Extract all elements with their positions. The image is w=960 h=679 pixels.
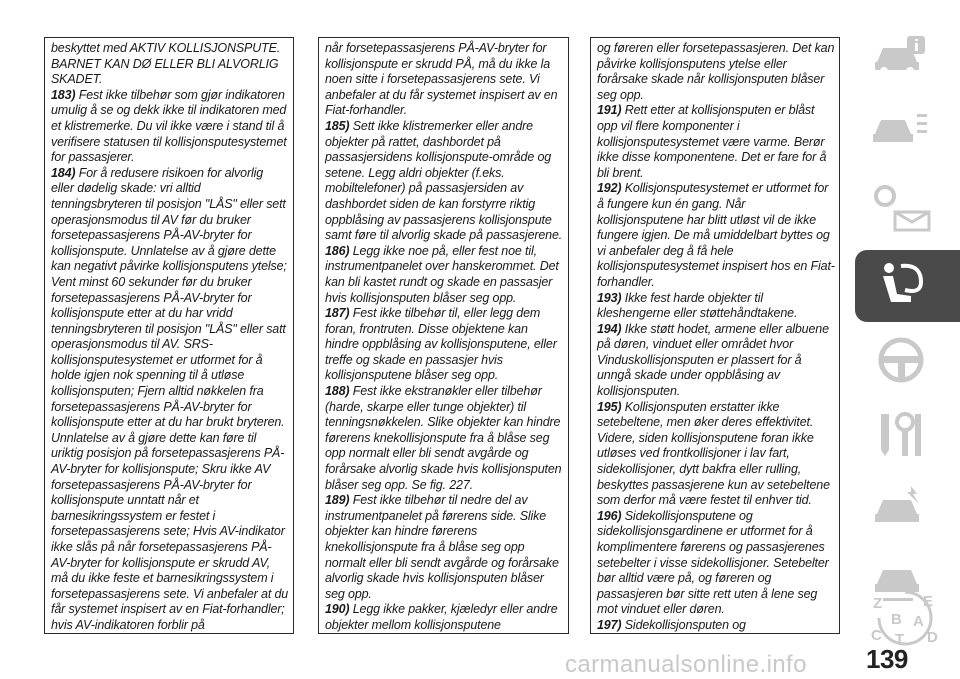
warning-text: For å redusere risikoen for alvorlig eller dødelig skade: vri alltid tenningsbryteren til posisjon "LÅS" eller sett operasjonsmodus til AV før du bruker forsetepassasjerens PÅ-AV-bryter for kollisjonspute. Unnlatelse av å gjøre dette kan negativt påvirke kollisjonsputens ytelse; Vent minst 60 sekunder før du bruker forsetepassasjerens PÅ-AV-bryter for kollisjonspute etter at du har vridd tenningsbryteren til posisjon "LÅS" eller satt operasjonsmodus til AV. SRS-kollisjonsputesystemet er utformet for å holde igjen nok spenning til å utløse kollisjonsputen; Fjern alltid nøkkelen fra forsetepassasjerens PÅ-AV-bryter for kollisjonspute etter at du har brukt bryteren. Unnlatelse av å gjøre dette kan føre til uriktig posisjon på forsetepassasjerens PÅ-AV-bryter for kollisjonspute; Skru ikke AV forsetepassasjerens PÅ-AV-bryter for kollisjonspute unntatt når et barnesikringssystem er festet i forsetepassasjerens sete; Hvis AV-indikator ikke slås på når forsetepassasjerens PÅ-AV-bryter for kollisjonspute er skrudd AV, må du ikke feste et barnesikringssystem i forsetepassasjerens sete. Vi anbefaler at du får systemet inspisert av en Fiat-forhandler; hvis AV-indikatoren forblir på — [51, 165, 289, 632]
page-number: 139 — [866, 644, 908, 674]
warning-text: Fest ikke ekstranøkler eller tilbehør (harde, skarpe eller tunge objekter) til tenningsnøkkelen. Slike objekter kan hindre førerens knekollisjonspute fra å blåse seg opp normalt eller bli sendt avgårde og forårsake alvorlig skade hvis kollisjonsputen blåser seg opp. Se fig. 227. — [325, 384, 562, 492]
warning-paragraph — [597, 291, 835, 322]
warning-text: Legg ikke noe på, eller fest noe til, instrumentpanelet over hanskerommet. Det kan bli kastet rundt og skade en passasjer hvis kollisjonsputen blåser seg opp. — [325, 243, 559, 305]
warning-paragraph — [597, 618, 835, 634]
warning-number: 193) — [597, 290, 622, 305]
warning-paragraph — [597, 41, 835, 103]
tools-icon[interactable] — [855, 400, 960, 472]
warning-text: Fest ikke tilbehør til nedre del av instrumentpanelet på førerens side. Slike objekter kan hindre førerens knekollisjonspute fra å blåse seg opp normalt eller bli sendt avgårde og forårsake alvorlig skade hvis kollisjonsputen blåser seg opp. — [325, 493, 559, 601]
warning-number: 187) — [325, 306, 350, 321]
warning-text: Ikke støtt hodet, armene eller albuene på døren, vinduet eller området hvor Vinduskollisjonsputen er plassert for å unngå skade under oppblåsing av kollisjonsputen. — [597, 321, 829, 399]
text-column-3 — [590, 37, 840, 634]
airbag-seat-icon[interactable] — [855, 250, 960, 322]
warning-paragraph — [325, 602, 564, 633]
warning-paragraph — [325, 41, 564, 119]
warning-number: 189) — [325, 493, 350, 508]
warning-number: 197) — [597, 617, 622, 632]
warning-paragraph — [51, 41, 289, 88]
warning-number: 185) — [325, 118, 350, 133]
warning-paragraph — [325, 244, 564, 306]
warning-text: Legg ikke pakker, kjæledyr eller andre objekter mellom kollisjonsputene — [325, 602, 558, 632]
warning-number: 190) — [325, 602, 350, 617]
text-column-1 — [44, 37, 294, 634]
warning-text: Fest ikke tilbehør til, eller legg dem foran, frontruten. Disse objektene kan hindre oppblåsing av kollisjonsputene, eller treffe og skade en passasjer hvis kollisjonsputene blåser seg opp. — [325, 306, 557, 383]
warning-paragraph — [597, 322, 835, 400]
warning-text: Sidekollisjonsputene og sidekollisjonsgardinene er utformet for å komplimentere førerens og passasjerenes setebelter i visse sidekollisjoner. Setebelter bør alltid være på, og føreren og passasjeren bør sitte rett uten å lene seg mot vinduet eller døren. — [597, 508, 829, 617]
car-breakdown-icon[interactable] — [855, 474, 960, 546]
warning-paragraph — [325, 493, 564, 602]
index-letter: A — [913, 613, 924, 630]
index-letter: E — [923, 593, 934, 610]
warning-number: 196) — [597, 508, 622, 523]
warning-number: 192) — [597, 181, 622, 196]
steering-wheel-icon[interactable] — [855, 326, 960, 398]
watermark: carmanualsonline.info — [565, 651, 807, 678]
dashboard-warning-icon[interactable] — [855, 172, 960, 244]
warning-paragraph — [597, 509, 835, 618]
warning-paragraph — [51, 166, 289, 634]
warning-text: Sidekollisjonsputen og — [624, 617, 746, 632]
warning-paragraph — [597, 400, 835, 509]
warning-text: Sett ikke klistremerker eller andre objekter på rattet, dashbordet på passasjersidens kollisjonspute-område og setene. Legg aldri objekter (f.eks. mobiltelefoner) på passasjersiden av dashbordet siden de kan forstyrre riktig oppblåsing av passasjerens kollisjonspute samt føre til alvorlig skade på passasjerene. — [325, 118, 563, 243]
warning-text: Kollisjonsputesystemet er utformet for å fungere kun én gang. Når kollisjonsputene har blitt utløst vil de ikke fungere igjen. De må umiddelbart byttes og vi anbefaler deg å få hele kollisjonsputesystemet inspisert hos en Fiat-forhandler. — [597, 181, 835, 289]
warning-paragraph — [51, 88, 289, 166]
warning-paragraph — [325, 384, 564, 493]
warning-paragraph — [597, 103, 835, 181]
warning-number: 183) — [51, 87, 76, 102]
car-info-icon[interactable] — [855, 24, 960, 96]
warning-number: 195) — [597, 399, 622, 414]
warning-text: Fest ikke tilbehør som gjør indikatoren umulig å se og dekk ikke til indikatoren med et klistremerke. Du vil ikke være i stand til å verifisere statusen til kollisjonsputesystemet for passasjerer. — [51, 87, 287, 165]
warning-number: 191) — [597, 103, 622, 118]
warning-text: Ikke fest harde objekter til kleshengerne eller støttehåndtakene. — [597, 290, 798, 321]
warning-text: Kollisjonsputen erstatter ikke setebeltene, men øker deres effektivitet. Videre, siden kollisjonsputene foran ikke utløses ved frontkollisjoner i lav fart, sidekollisjoner, dytt bakfra eller rulling, beskyttes passasjerene kun av setebeltene som derfor må være festet til enhver tid. — [597, 399, 830, 508]
warning-number: 186) — [325, 243, 350, 258]
warning-number: 188) — [325, 384, 350, 399]
index-letter: D — [927, 629, 938, 646]
warning-paragraph — [325, 119, 564, 244]
warning-number: 184) — [51, 165, 76, 180]
warning-text: beskyttet med AKTIV KOLLISJONSPUTE. BARNET KAN DØ ELLER BLI ALVORLIG SKADET. — [51, 41, 281, 87]
warning-text: når forsetepassasjerens PÅ-AV-bryter for kollisjonspute er skrudd PÅ, må du ikke la noen sitte i forsetepassasjerens sete. Vi anbefaler at du får systemet inspisert av en Fiat-forhandler. — [325, 41, 558, 118]
warning-number: 194) — [597, 321, 622, 336]
warning-paragraph — [597, 181, 835, 290]
index-letter: C — [871, 627, 882, 644]
warning-text: Rett etter at kollisjonsputen er blåst opp vil flere komponenter i kollisjonsputesystemet være varme. Berør ikke disse komponentene. Det er fare for å bli brent. — [597, 103, 827, 180]
index-letter: Z — [873, 595, 883, 612]
index-letter: T — [895, 631, 905, 648]
index-letter: B — [891, 611, 902, 628]
car-lights-icon[interactable] — [855, 98, 960, 170]
warning-text: og føreren eller forsetepassasjeren. Det kan påvirke kollisjonsputens ytelse eller forårsake skade når kollisjonsputen blåser seg opp. — [597, 41, 835, 102]
warning-paragraph — [325, 306, 564, 384]
text-column-2 — [318, 37, 569, 634]
